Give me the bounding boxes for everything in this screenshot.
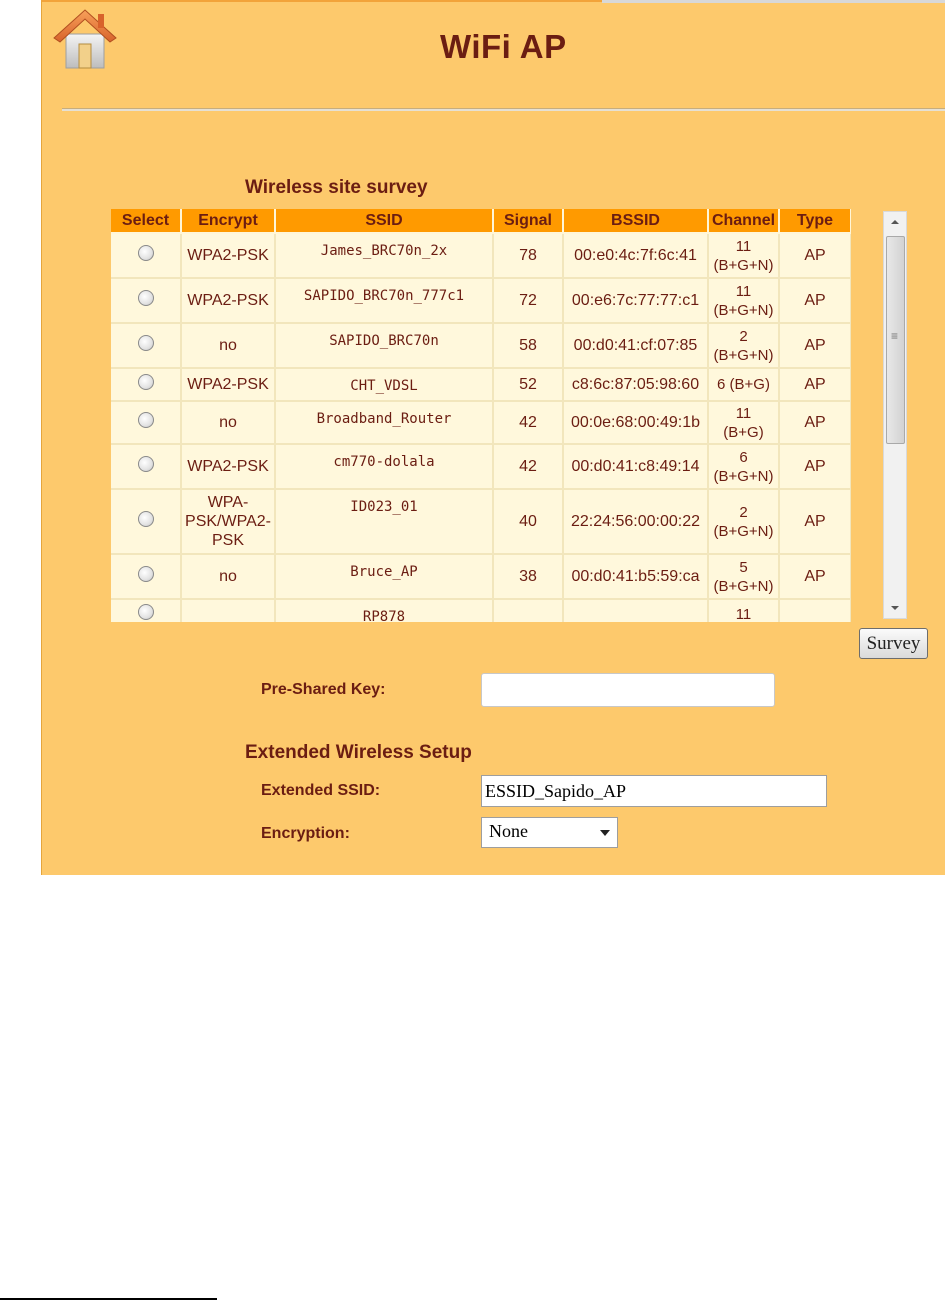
channel-cell-line: 11 — [735, 404, 752, 422]
col-header-encrypt: Encrypt — [181, 209, 275, 233]
chevron-down-icon — [600, 830, 610, 836]
signal-cell: 42 — [493, 444, 563, 489]
type-cell: AP — [779, 323, 851, 368]
table-row[interactable] — [111, 233, 851, 278]
signal-cell — [493, 599, 563, 622]
site-survey-table — [111, 209, 851, 622]
divider — [62, 108, 945, 111]
table-row[interactable] — [111, 599, 851, 622]
encrypt-cell: WPA2-PSK — [181, 368, 275, 401]
col-header-select: Select — [111, 209, 181, 233]
select-cell — [111, 489, 181, 554]
bssid-cell: 22:24:56:00:00:22 — [563, 489, 708, 554]
select-cell — [111, 368, 181, 401]
type-cell: AP — [779, 444, 851, 489]
table-row[interactable] — [111, 554, 851, 599]
encrypt-cell: no — [181, 554, 275, 599]
ssid-cell: Bruce_AP — [275, 554, 493, 599]
signal-cell: 78 — [493, 233, 563, 278]
channel-cell-line: (B+G+N) — [713, 577, 774, 595]
page-title: WiFi AP — [440, 28, 567, 65]
signal-cell: 42 — [493, 401, 563, 444]
ssid-cell: CHT_VDSL — [275, 368, 493, 401]
ssid-cell: cm770-dolala — [275, 444, 493, 489]
channel-cell — [708, 233, 779, 278]
extended-setup-title: Extended Wireless Setup — [245, 742, 472, 763]
table-row[interactable] — [111, 444, 851, 489]
channel-cell-line: 11 — [735, 605, 752, 622]
channel-cell — [708, 368, 779, 401]
encrypt-cell-line: PSK — [211, 532, 244, 549]
select-cell — [111, 323, 181, 368]
signal-cell: 72 — [493, 278, 563, 323]
channel-cell — [708, 489, 779, 554]
select-cell — [111, 444, 181, 489]
type-cell — [779, 599, 851, 622]
type-cell: AP — [779, 401, 851, 444]
encrypt-cell-line: PSK/WPA2- — [185, 513, 271, 530]
bssid-cell: 00:d0:41:cf:07:85 — [563, 323, 708, 368]
bssid-cell: c8:6c:87:05:98:60 — [563, 368, 708, 401]
encrypt-cell — [181, 599, 275, 622]
bssid-cell: 00:e6:7c:77:77:c1 — [563, 278, 708, 323]
channel-cell-line: 5 — [739, 558, 748, 576]
table-row[interactable] — [111, 489, 851, 554]
channel-cell-line: (B+G+N) — [713, 522, 774, 540]
encryption-label: Encryption: — [261, 825, 350, 842]
type-cell: AP — [779, 233, 851, 278]
site-survey-title: Wireless site survey — [245, 177, 428, 198]
channel-cell — [708, 278, 779, 323]
channel-cell — [708, 401, 779, 444]
bssid-cell: 00:0e:68:00:49:1b — [563, 401, 708, 444]
channel-cell — [708, 444, 779, 489]
scroll-up-arrow-icon[interactable] — [884, 214, 906, 230]
select-cell — [111, 554, 181, 599]
channel-cell-line: 2 — [739, 327, 748, 345]
signal-cell: 38 — [493, 554, 563, 599]
extended-ssid-input[interactable] — [481, 775, 827, 807]
channel-cell-line: 11 — [735, 282, 752, 300]
signal-cell: 40 — [493, 489, 563, 554]
channel-cell-line: 6 — [739, 448, 748, 466]
encryption-selected-value: None — [489, 821, 528, 841]
encrypt-cell: WPA2-PSK — [181, 278, 275, 323]
channel-cell-line: (B+G+N) — [713, 256, 774, 274]
type-cell: AP — [779, 368, 851, 401]
col-header-signal: Signal — [493, 209, 563, 233]
select-radio[interactable] — [138, 412, 154, 428]
scroll-down-arrow-icon[interactable] — [884, 600, 906, 616]
select-radio[interactable] — [138, 290, 154, 306]
ssid-cell: RP878 — [275, 599, 493, 622]
encrypt-cell: no — [181, 401, 275, 444]
bssid-cell — [563, 599, 708, 622]
channel-cell — [708, 323, 779, 368]
encrypt-cell — [181, 489, 275, 554]
type-cell: AP — [779, 278, 851, 323]
encrypt-cell-line: WPA- — [207, 494, 249, 511]
table-row[interactable] — [111, 278, 851, 323]
col-header-bssid: BSSID — [563, 209, 708, 233]
site-survey-table-viewport[interactable] — [111, 209, 851, 622]
survey-button[interactable]: Survey — [859, 628, 928, 659]
ssid-cell: ID023_01 — [275, 489, 493, 554]
ssid-cell: James_BRC70n_2x — [275, 233, 493, 278]
channel-cell — [708, 599, 779, 622]
channel-cell-line: 11 — [735, 237, 752, 255]
channel-cell — [708, 554, 779, 599]
signal-cell: 52 — [493, 368, 563, 401]
select-radio[interactable] — [138, 511, 154, 527]
select-radio[interactable] — [138, 335, 154, 351]
encryption-select[interactable] — [481, 817, 618, 848]
channel-cell-line: (B+G) — [723, 423, 764, 441]
pre-shared-key-label: Pre-Shared Key: — [261, 681, 386, 698]
site-survey-rows — [111, 233, 851, 622]
select-radio[interactable] — [138, 456, 154, 472]
scroll-thumb[interactable] — [886, 236, 905, 444]
channel-cell-line: (B+G+N) — [713, 301, 774, 319]
encrypt-cell: no — [181, 323, 275, 368]
signal-cell: 58 — [493, 323, 563, 368]
table-row[interactable] — [111, 401, 851, 444]
select-cell — [111, 278, 181, 323]
select-cell — [111, 233, 181, 278]
select-radio[interactable] — [138, 374, 154, 390]
extended-ssid-label: Extended SSID: — [261, 782, 381, 799]
home-icon[interactable] — [50, 4, 120, 70]
encrypt-cell: WPA2-PSK — [181, 233, 275, 278]
select-radio[interactable] — [138, 604, 154, 620]
table-row[interactable] — [111, 368, 851, 401]
bssid-cell: 00:d0:41:c8:49:14 — [563, 444, 708, 489]
ssid-cell: SAPIDO_BRC70n — [275, 323, 493, 368]
pre-shared-key-input[interactable] — [481, 673, 775, 707]
bssid-cell: 00:e0:4c:7f:6c:41 — [563, 233, 708, 278]
col-header-channel: Channel — [708, 209, 779, 233]
bssid-cell: 00:d0:41:b5:59:ca — [563, 554, 708, 599]
col-header-type: Type — [779, 209, 851, 233]
table-scrollbar[interactable] — [883, 211, 907, 619]
ssid-cell: SAPIDO_BRC70n_777c1 — [275, 278, 493, 323]
select-cell — [111, 599, 181, 622]
select-radio[interactable] — [138, 566, 154, 582]
select-cell — [111, 401, 181, 444]
channel-cell-line: 2 — [739, 503, 748, 521]
channel-cell-line: (B+G+N) — [713, 346, 774, 364]
ssid-cell: Broadband_Router — [275, 401, 493, 444]
type-cell: AP — [779, 489, 851, 554]
wifi-ap-panel — [41, 0, 945, 875]
select-radio[interactable] — [138, 245, 154, 261]
table-header-row — [111, 209, 851, 233]
table-row[interactable] — [111, 323, 851, 368]
col-header-ssid: SSID — [275, 209, 493, 233]
channel-cell-line: (B+G+N) — [713, 467, 774, 485]
type-cell: AP — [779, 554, 851, 599]
channel-cell-line: 6 (B+G) — [717, 376, 770, 393]
top-border — [602, 0, 945, 3]
encrypt-cell: WPA2-PSK — [181, 444, 275, 489]
